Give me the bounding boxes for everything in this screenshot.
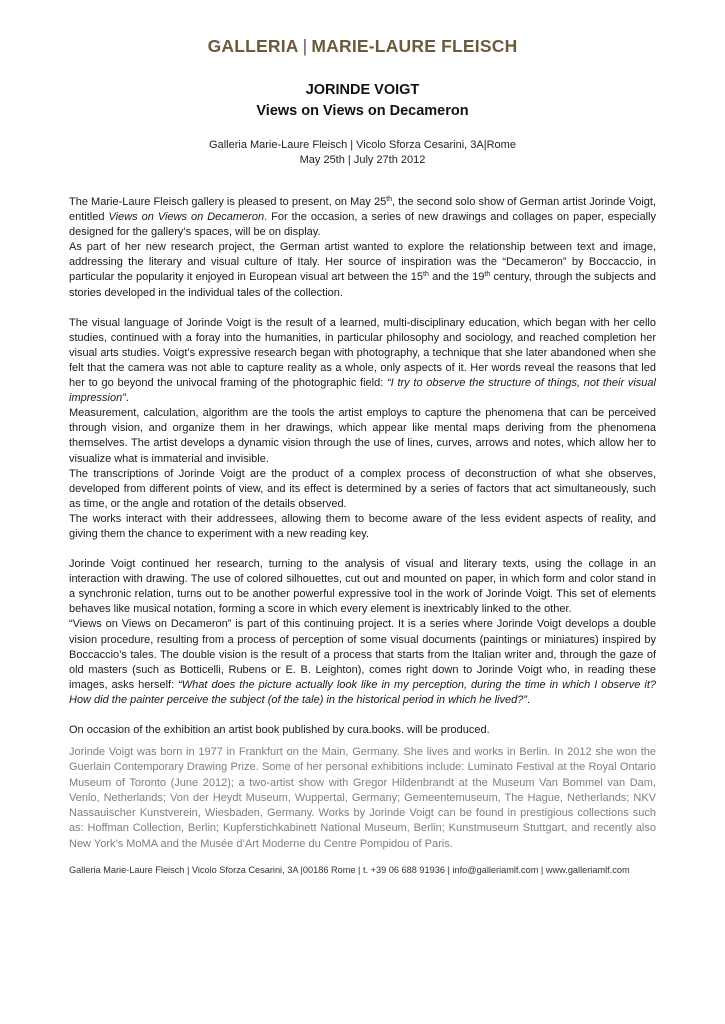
- masthead-separator: |: [302, 36, 308, 56]
- exhibition-title: Views on Views on Decameron: [256, 103, 469, 119]
- paragraph-works-interact: The works interact with their addressees, allowing them to become aware of the less evident aspects of reality, and giving them the chance to experiment with a new reading key.: [69, 512, 656, 540]
- superscript: th: [484, 271, 491, 279]
- text-run: .: [526, 693, 531, 706]
- paragraph-research-project: [69, 240, 656, 300]
- artist-quote: “I try to observe the structure of things, not their visual impression”: [69, 377, 656, 405]
- exhibition-title-italic: Views on Views on Decameron: [108, 211, 265, 224]
- venue-address: Galleria Marie-Laure Fleisch | Vicolo Sforza Cesarini, 3A|Rome: [209, 139, 516, 151]
- superscript: th: [423, 271, 429, 279]
- text-run: century, through the subjects and stories developed in the individual tales of the collection.: [69, 271, 656, 299]
- venue-info: [0, 138, 725, 168]
- paragraph-visual-language: [69, 316, 656, 407]
- paragraph-decameron-project: [69, 617, 656, 708]
- artist-name: JORINDE VOIGT: [305, 82, 420, 98]
- paragraph-artist-book: On occasion of the exhibition an artist book published by cura.books. will be produced.: [69, 724, 490, 736]
- press-release-body: [69, 195, 656, 738]
- text-run: .: [125, 392, 129, 405]
- masthead-galleria: GALLERIA: [207, 36, 299, 56]
- superscript: th: [386, 196, 393, 203]
- exhibition-dates: May 25th | July 27th 2012: [299, 154, 426, 166]
- paragraph-collage: Jorinde Voigt continued her research, turning to the analysis of visual and literary texts, using the collage in an interaction with drawing. The use of colored silhouettes, cut out and mounted on paper, in which form and color stand in a synchronic relation, turns out to be another powerful expressive tool in the work of Jorinde Voigt. This set of elements behaves like musical notation, forming a score in which every element is inextricably linked to the other.: [69, 558, 656, 616]
- masthead-gallery-name: MARIE-LAURE FLEISCH: [311, 36, 518, 56]
- gallery-contact-footer: Galleria Marie-Laure Fleisch | Vicolo Sforza Cesarini, 3A |00186 Rome | t. +39 06 688 91936 | info@galleriamlf.com | www.galleriamlf.com: [69, 865, 630, 875]
- text-run: and the 19: [428, 271, 485, 284]
- artist-quote: “What does the picture actually look like in my perception, during the time in which I observe it? How did the painter perceive the subject (of the tale) in the historical period in which he lived?”: [69, 678, 656, 706]
- text-run: The Marie-Laure Fleisch gallery is pleased to present, on May 25: [69, 196, 387, 208]
- text-run: “Views on Views on Decameron” is part of this continuing project. It is a series where Jorinde Voigt develops a double vision procedure, resulting from a process of perception of some visual documents (paintings or miniatures) inspired by Boccaccio’s tales. The double vision is the result of a process that starts from the Italian writer and, through the gaze of old masters (such as Botticelli, Rubens or E. B. Leighton), comes right down to Jorinde Voigt who, in reading these images, asks herself:: [69, 618, 656, 691]
- paragraph-transcriptions: The transcriptions of Jorinde Voigt are the product of a complex process of deconstruction of what she observes, developed from different points of view, and its effect is determined by a series of factors that act simultaneously, such as time, or the angle and rotation of the details observed.: [69, 467, 656, 510]
- exhibition-title-block: [0, 80, 725, 122]
- text-run: , the second solo show of German artist Jorinde Voigt, entitled: [69, 196, 657, 224]
- text-run: As part of her new research project, the German artist wanted to explore the relationship between text and image, addressing the literary and visual culture of Italy. Her source of inspiration was the “Decameron” by Boccaccio, in particular the popularity it enjoyed in European visual art between the 15: [69, 241, 656, 284]
- paragraph-measurement: Measurement, calculation, algorithm are the tools the artist employs to capture the phenomena that can be perceived through vision, and organize them in her drawings, which appear like mental maps deriving from the phenomena themselves. The artist develops a dynamic vision through the use of lines, curves, arrows and notes, which allow her to visualize what is immaterial and invisible.: [69, 407, 656, 465]
- text-run: . For the occasion, a series of new drawings and collages on paper, especially designed for the gallery’s spaces, will be on display.: [69, 211, 657, 239]
- gallery-masthead: [0, 36, 725, 57]
- paragraph-intro: [69, 195, 656, 240]
- text-run: The visual language of Jorinde Voigt is the result of a learned, multi-disciplinary education, which began with her cello studies, continued with a foray into the humanities, in particular philosophy and sociology, and reached completion her visual arts studies. Voigt’s expressive research began with photography, a technique that she later abandoned when she felt that the camera was not able to capture reality as a whole, only aspects of it. Her words reveal the reasons that led her to go beyond the univocal framing of the photographic field:: [69, 316, 656, 390]
- artist-biography: Jorinde Voigt was born in 1977 in Frankfurt on the Main, Germany. She lives and works in Berlin. In 2012 she won the Guerlain Contemporary Drawing Prize. Some of her personal exhibitions include: Luminato Festival at the Royal Ontario Museum of Toronto (June 2012); a two-artist show with Gregor Hildenbrandt at the Museum Van Bommel van Dam, Venlo, Netherlands; Von der Heydt Museum, Wuppertal, Germany; Gemeentemuseum, The Hague, Netherlands; NKV Nassauischer Kunstverein, Wiesbaden, Germany. Works by Jorinde Voigt can be found in prestigious collections such as: Hoffman Collection, Berlin; Kupferstichkabinett National Museum, Berlin; Kunstmuseum Stuttgart, and recently also New York’s MoMA and the Musée d’Art Moderne du Centre Pompidou of Paris.: [69, 746, 656, 850]
